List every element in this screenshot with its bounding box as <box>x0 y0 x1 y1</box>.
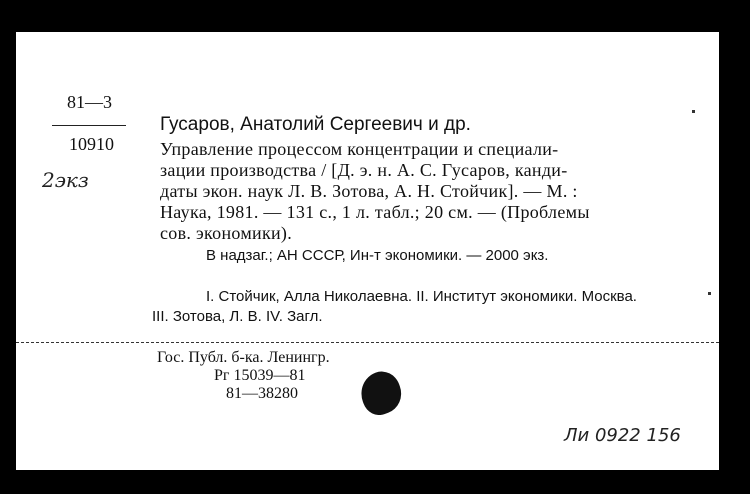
handwritten-mark: Ли 0922 156 <box>564 425 681 446</box>
speck <box>692 110 695 113</box>
description-line: зации производства / [Д. э. н. А. С. Гусаров, канди- <box>160 160 568 180</box>
handwritten-copies-note: 2экз <box>42 168 89 192</box>
description-line: Управление процессом концентрации и специали- <box>160 139 559 159</box>
tracing-line: III. Зотова, Л. В. IV. Загл. <box>152 308 323 325</box>
speck <box>708 292 711 295</box>
catalog-card <box>16 32 719 470</box>
divider <box>16 342 719 343</box>
ink-stamp-blot <box>355 366 407 419</box>
card-number: 81—38280 <box>226 385 298 402</box>
description-line: Наука, 1981. — 131 с., 1 л. табл.; 20 см. — (Проблемы <box>160 202 590 222</box>
call-number: 81—3 <box>67 92 112 112</box>
publication-note: В надзаг.; АН СССР, Ин-т экономики. — 2000 экз. <box>206 247 549 264</box>
registration-number: Рг 15039—81 <box>214 367 306 384</box>
description-line: даты экон. наук Л. В. Зотова, А. Н. Стойчик]. — М. : <box>160 181 578 201</box>
author-heading: Гусаров, Анатолий Сергеевич и др. <box>160 114 471 135</box>
description-line: сов. экономики). <box>160 223 293 243</box>
tracing-line: I. Стойчик, Алла Николаевна. II. Институт экономики. Москва. <box>206 288 637 305</box>
call-number-divider <box>52 125 126 126</box>
accession-number: 10910 <box>69 134 114 154</box>
library-name: Гос. Публ. б-ка. Ленингр. <box>157 349 330 366</box>
